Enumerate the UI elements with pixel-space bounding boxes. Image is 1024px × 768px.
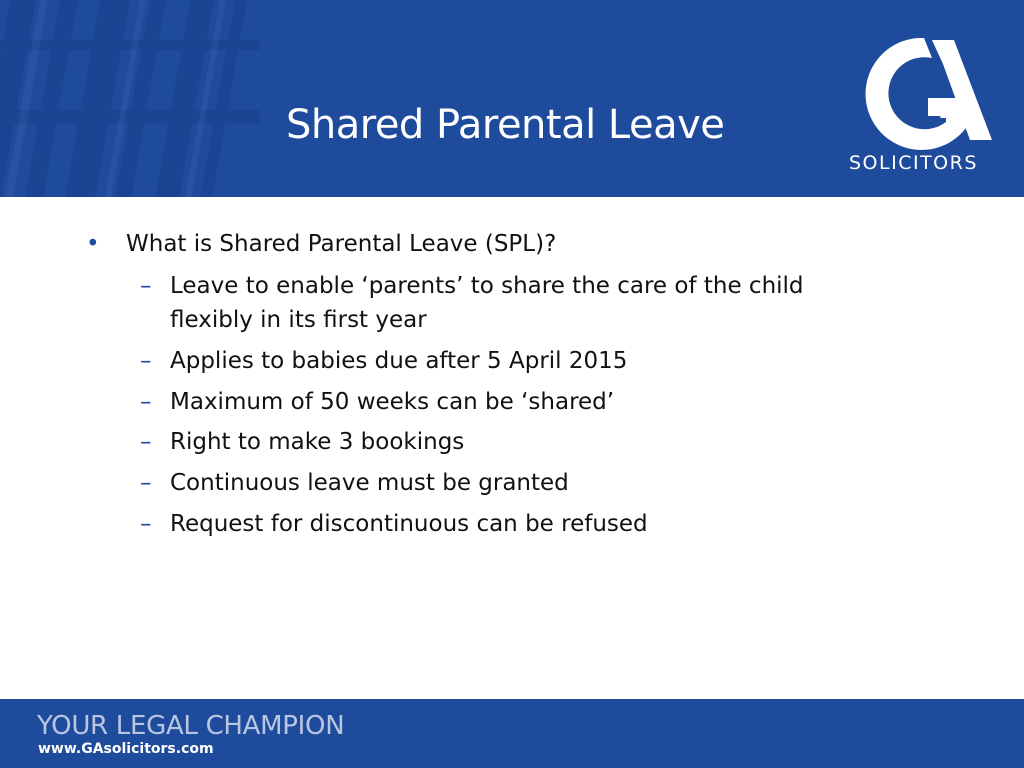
sub-bullet-marker: –	[140, 389, 152, 415]
logo-subtitle: SOLICITORS	[849, 152, 978, 174]
footer-band	[0, 699, 1024, 768]
sub-bullet-6: Request for discontinuous can be refused	[170, 511, 648, 537]
header-band	[0, 0, 1024, 197]
sub-bullet-1-cont: flexibly in its first year	[170, 307, 427, 333]
sub-bullet-5: Continuous leave must be granted	[170, 470, 569, 496]
bullet-main: What is Shared Parental Leave (SPL)?	[126, 231, 557, 257]
sub-bullet-3: Maximum of 50 weeks can be ‘shared’	[170, 389, 615, 415]
bullet-marker: •	[86, 231, 100, 257]
sub-bullet-marker: –	[140, 348, 152, 374]
slide-title: Shared Parental Leave	[286, 102, 725, 148]
sub-bullet-marker: –	[140, 470, 152, 496]
sub-bullet-marker: –	[140, 273, 152, 299]
slide-content	[0, 197, 1024, 699]
sub-bullet-marker: –	[140, 511, 152, 537]
header-texture	[0, 0, 300, 197]
sub-bullet-marker: –	[140, 429, 152, 455]
sub-bullet-1: Leave to enable ‘parents’ to share the care of the child	[170, 273, 804, 299]
sub-bullet-4: Right to make 3 bookings	[170, 429, 465, 455]
sub-bullet-2: Applies to babies due after 5 April 2015	[170, 348, 628, 374]
footer-tagline: YOUR LEGAL CHAMPION	[37, 711, 345, 741]
footer-url: www.GAsolicitors.com	[38, 741, 214, 757]
